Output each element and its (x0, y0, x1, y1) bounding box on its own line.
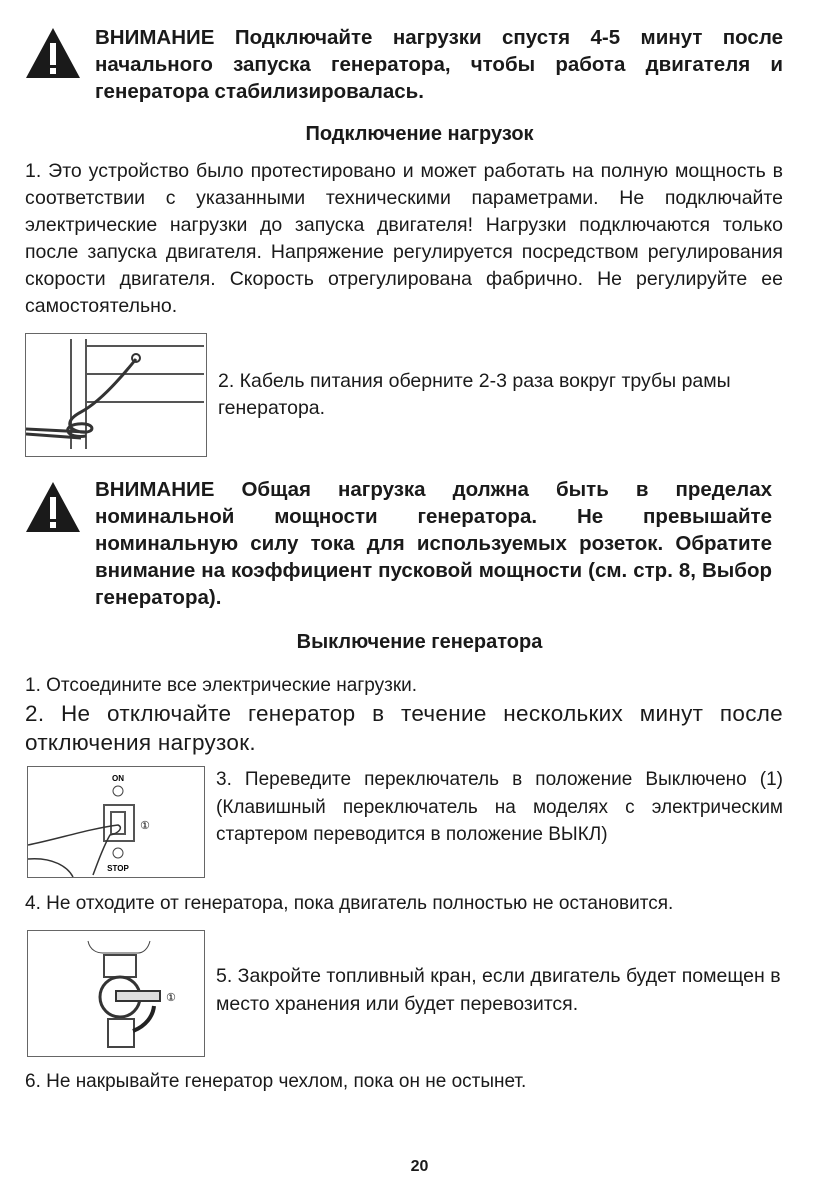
warning-icon (24, 26, 82, 80)
section-heading-shutdown: Выключение генератора (296, 631, 543, 653)
page-number: 20 (410, 1158, 429, 1175)
section-heading-connect: Подключение нагрузок (305, 123, 534, 145)
shutdown-item-6: 6. Не накрывайте генератор чехлом, пока он не остынет. (25, 1071, 527, 1092)
cable-wrap-figure (25, 333, 207, 457)
fuel-valve-illustration (28, 931, 204, 1056)
on-label: ON (112, 774, 124, 783)
marker-label: ① (166, 991, 176, 1004)
marker-label: ① (140, 819, 150, 832)
switch-figure (27, 766, 205, 878)
warning-icon (24, 480, 82, 534)
shutdown-item-4: 4. Не отходите от генератора, пока двигатель полностью не остановится. (25, 893, 674, 914)
shutdown-item-3: 3. Переведите переключатель в положение Выключено (1) (Клавишный переключатель на моделях с электрическим стартером переводится в положение ВЫКЛ) (216, 769, 783, 845)
shutdown-item-2: 2. Не отключайте генератор в течение нескольких минут после отключения нагрузок. (25, 701, 783, 755)
warning-text-1: ВНИМАНИЕ Подключайте нагрузки спустя 4-5 минут после начального запуска генератора, чтобы работа двигателя и генератора стабилизировалась. (95, 26, 783, 103)
switch-illustration (28, 767, 204, 877)
cable-wrap-illustration (26, 334, 206, 456)
connect-item-2: 2. Кабель питания оберните 2-3 раза вокруг трубы рамы генератора. (218, 370, 731, 419)
warning-text-2: ВНИМАНИЕ Общая нагрузка должна быть в пределах номинальной мощности генератора. Не превышайте номинальную силу тока для используемых розеток. Обратите внимание на коэффициент пусковой мощности (см. стр. 8, Выбор генератора). (95, 478, 772, 609)
fuel-valve-figure (27, 930, 205, 1057)
shutdown-item-1: 1. Отсоедините все электрические нагрузки. (25, 675, 418, 696)
stop-label: STOP (107, 864, 129, 873)
connect-item-1: 1. Это устройство было протестировано и может работать на полную мощность в соответствии с указанными техническими параметрами. Не подключайте электрические нагрузки до запуска двигателя! Нагрузки подключаются только после запуска двигателя. Напряжение регулируется посредством регулирования скорости двигателя. Скорость отрегулирована фабрично. Не регулируйте ее самостоятельно. (25, 160, 783, 317)
shutdown-item-5: 5. Закройте топливный кран, если двигатель будет помещен в место хранения или будет перевозится. (216, 965, 781, 1015)
